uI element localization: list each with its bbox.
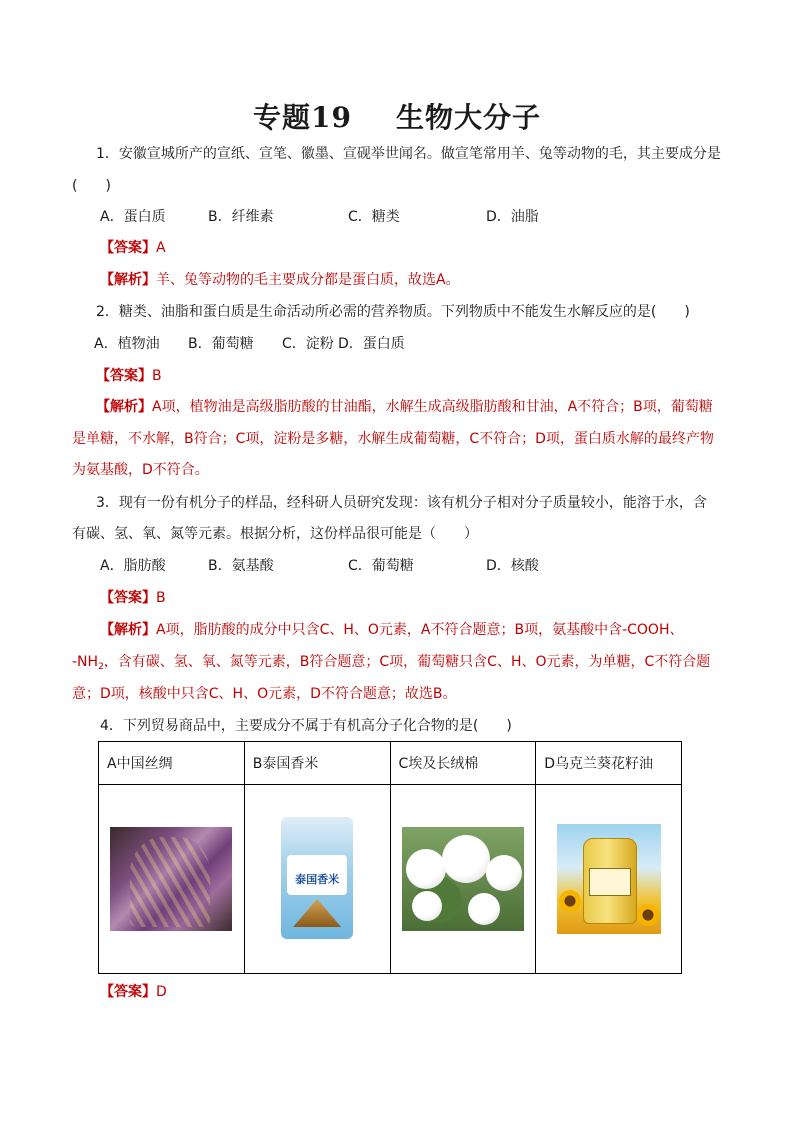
q1-option-a[interactable]: A．蛋白质 xyxy=(100,209,166,225)
q2-stem: 2．糖类、油脂和蛋白质是生命活动所必需的营养物质。下列物质中不能发生水解反应的是( ) xyxy=(96,304,690,320)
analysis-label: 【解析】 xyxy=(100,622,156,638)
q3-analysis-line3: 意；D项，核酸中只含C、H、O元素，D不符合题意；故选B。 xyxy=(72,686,457,702)
q1-option-c[interactable]: C．糖类 xyxy=(348,209,400,225)
q3-analysis-line1 xyxy=(100,620,730,640)
q3-analysis-text2: ，含有碳、氢、氧、氮等元素，B符合题意；C项，葡萄糖只含C、H、O元素，为单糖，C不符合题 xyxy=(103,654,711,670)
col-b-header: B泰国香米 xyxy=(244,742,390,785)
cell-cotton-image xyxy=(390,785,536,974)
q3-stem-line2: 有碳、氢、氧、氮等元素。根据分析，这份样品很可能是（ ） xyxy=(72,526,478,542)
rice-bag-label: 泰国香米 xyxy=(295,873,340,886)
q1-stem-line1: 1．安徽宣城所产的宣纸、宣笔、徽墨、宣砚举世闻名。做宣笔常用羊、兔等动物的毛，其主要成分是 xyxy=(96,146,721,162)
q3-stem-line1: 3．现有一份有机分子的样品，经科研人员研究发现：该有机分子相对分子质量较小，能溶于水，含 xyxy=(96,495,707,511)
q3-analysis-text1: A项，脂肪酸的成分中只含C、H、O元素，A不符合题意；B项，氨基酸中含-COOH、 xyxy=(156,622,684,638)
cell-oil-image xyxy=(536,785,682,974)
title-topic-name: 生物大分子 xyxy=(395,101,541,134)
q4-goods-table xyxy=(98,741,682,974)
q1-answer xyxy=(100,238,730,258)
q3-analysis-subscript: 2 xyxy=(98,662,104,672)
q2-analysis-line1 xyxy=(96,397,726,417)
analysis-label: 【解析】 xyxy=(96,399,152,415)
q3-answer xyxy=(100,588,730,608)
q2-option-a[interactable]: A．植物油 xyxy=(94,336,160,352)
table-image-row xyxy=(99,785,682,974)
q1-analysis-text: 羊、兔等动物的毛主要成分都是蛋白质，故选A。 xyxy=(156,272,460,288)
q2-option-c[interactable]: C．淀粉 xyxy=(282,336,334,352)
silk-image xyxy=(110,827,232,931)
sunflower-oil-image xyxy=(557,824,661,934)
q1-option-d[interactable]: D．油脂 xyxy=(486,209,539,225)
q2-analysis-line3: 为氨基酸，D不符合。 xyxy=(72,462,209,478)
cell-silk-image xyxy=(99,785,245,974)
q1-analysis xyxy=(100,270,730,290)
q3-analysis-nh: -NH xyxy=(72,654,99,670)
analysis-label: 【解析】 xyxy=(100,272,156,288)
q4-answer xyxy=(100,982,730,1002)
q3-option-b[interactable]: B．氨基酸 xyxy=(208,558,274,574)
q2-analysis-text1: A项，植物油是高级脂肪酸的甘油酯，水解生成高级脂肪酸和甘油，A不符合；B项，葡萄糖 xyxy=(152,399,713,415)
rice-bag-image xyxy=(277,815,357,943)
q2-answer-value: B xyxy=(152,368,162,384)
title-topic-number: 专题19 xyxy=(253,101,352,134)
answer-label: 【答案】 xyxy=(100,984,156,1000)
q2-answer xyxy=(96,366,726,386)
col-d-header: D乌克兰葵花籽油 xyxy=(536,742,682,785)
q3-options xyxy=(100,556,730,576)
answer-label: 【答案】 xyxy=(96,368,152,384)
q3-option-a[interactable]: A．脂肪酸 xyxy=(100,558,166,574)
q2-option-d[interactable]: D．蛋白质 xyxy=(338,336,405,352)
cell-rice-image xyxy=(244,785,390,974)
page-title xyxy=(0,96,794,136)
cotton-image xyxy=(402,827,524,931)
col-a-header: A中国丝绸 xyxy=(99,742,245,785)
q3-option-c[interactable]: C．葡萄糖 xyxy=(348,558,414,574)
q1-option-b[interactable]: B．纤维素 xyxy=(208,209,274,225)
answer-label: 【答案】 xyxy=(100,240,156,256)
q4-stem: 4．下列贸易商品中，主要成分不属于有机高分子化合物的是( ) xyxy=(100,718,512,734)
q3-option-d[interactable]: D．核酸 xyxy=(486,558,539,574)
q1-answer-value: A xyxy=(156,240,166,256)
q4-answer-value: D xyxy=(156,984,167,1000)
q1-stem-line2: ( ) xyxy=(72,178,111,194)
q1-options xyxy=(100,207,730,227)
answer-label: 【答案】 xyxy=(100,590,156,606)
q3-answer-value: B xyxy=(156,590,166,606)
q3-analysis-line2 xyxy=(72,652,711,677)
q2-options xyxy=(94,334,724,354)
q2-option-b[interactable]: B．葡萄糖 xyxy=(188,336,254,352)
col-c-header: C埃及长绒棉 xyxy=(390,742,536,785)
table-header-row xyxy=(99,742,682,785)
q2-analysis-line2: 是单糖，不水解，B符合；C项，淀粉是多糖，水解生成葡萄糖，C不符合；D项，蛋白质水解的最终产物 xyxy=(72,431,714,447)
